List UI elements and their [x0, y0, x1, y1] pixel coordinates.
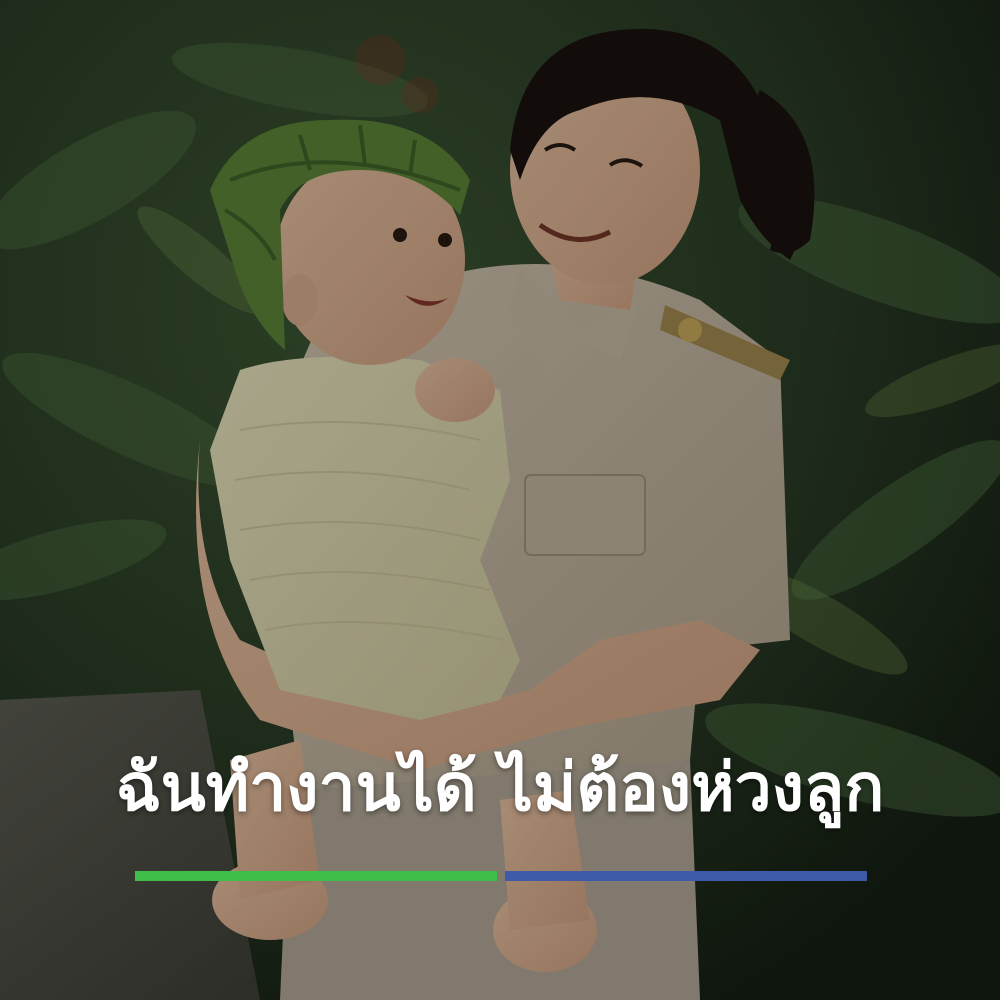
divider-blue [505, 871, 867, 881]
headline-text: ฉันทำงานได้ ไม่ต้องห่วงลูก [115, 749, 885, 826]
divider-green [135, 871, 497, 881]
